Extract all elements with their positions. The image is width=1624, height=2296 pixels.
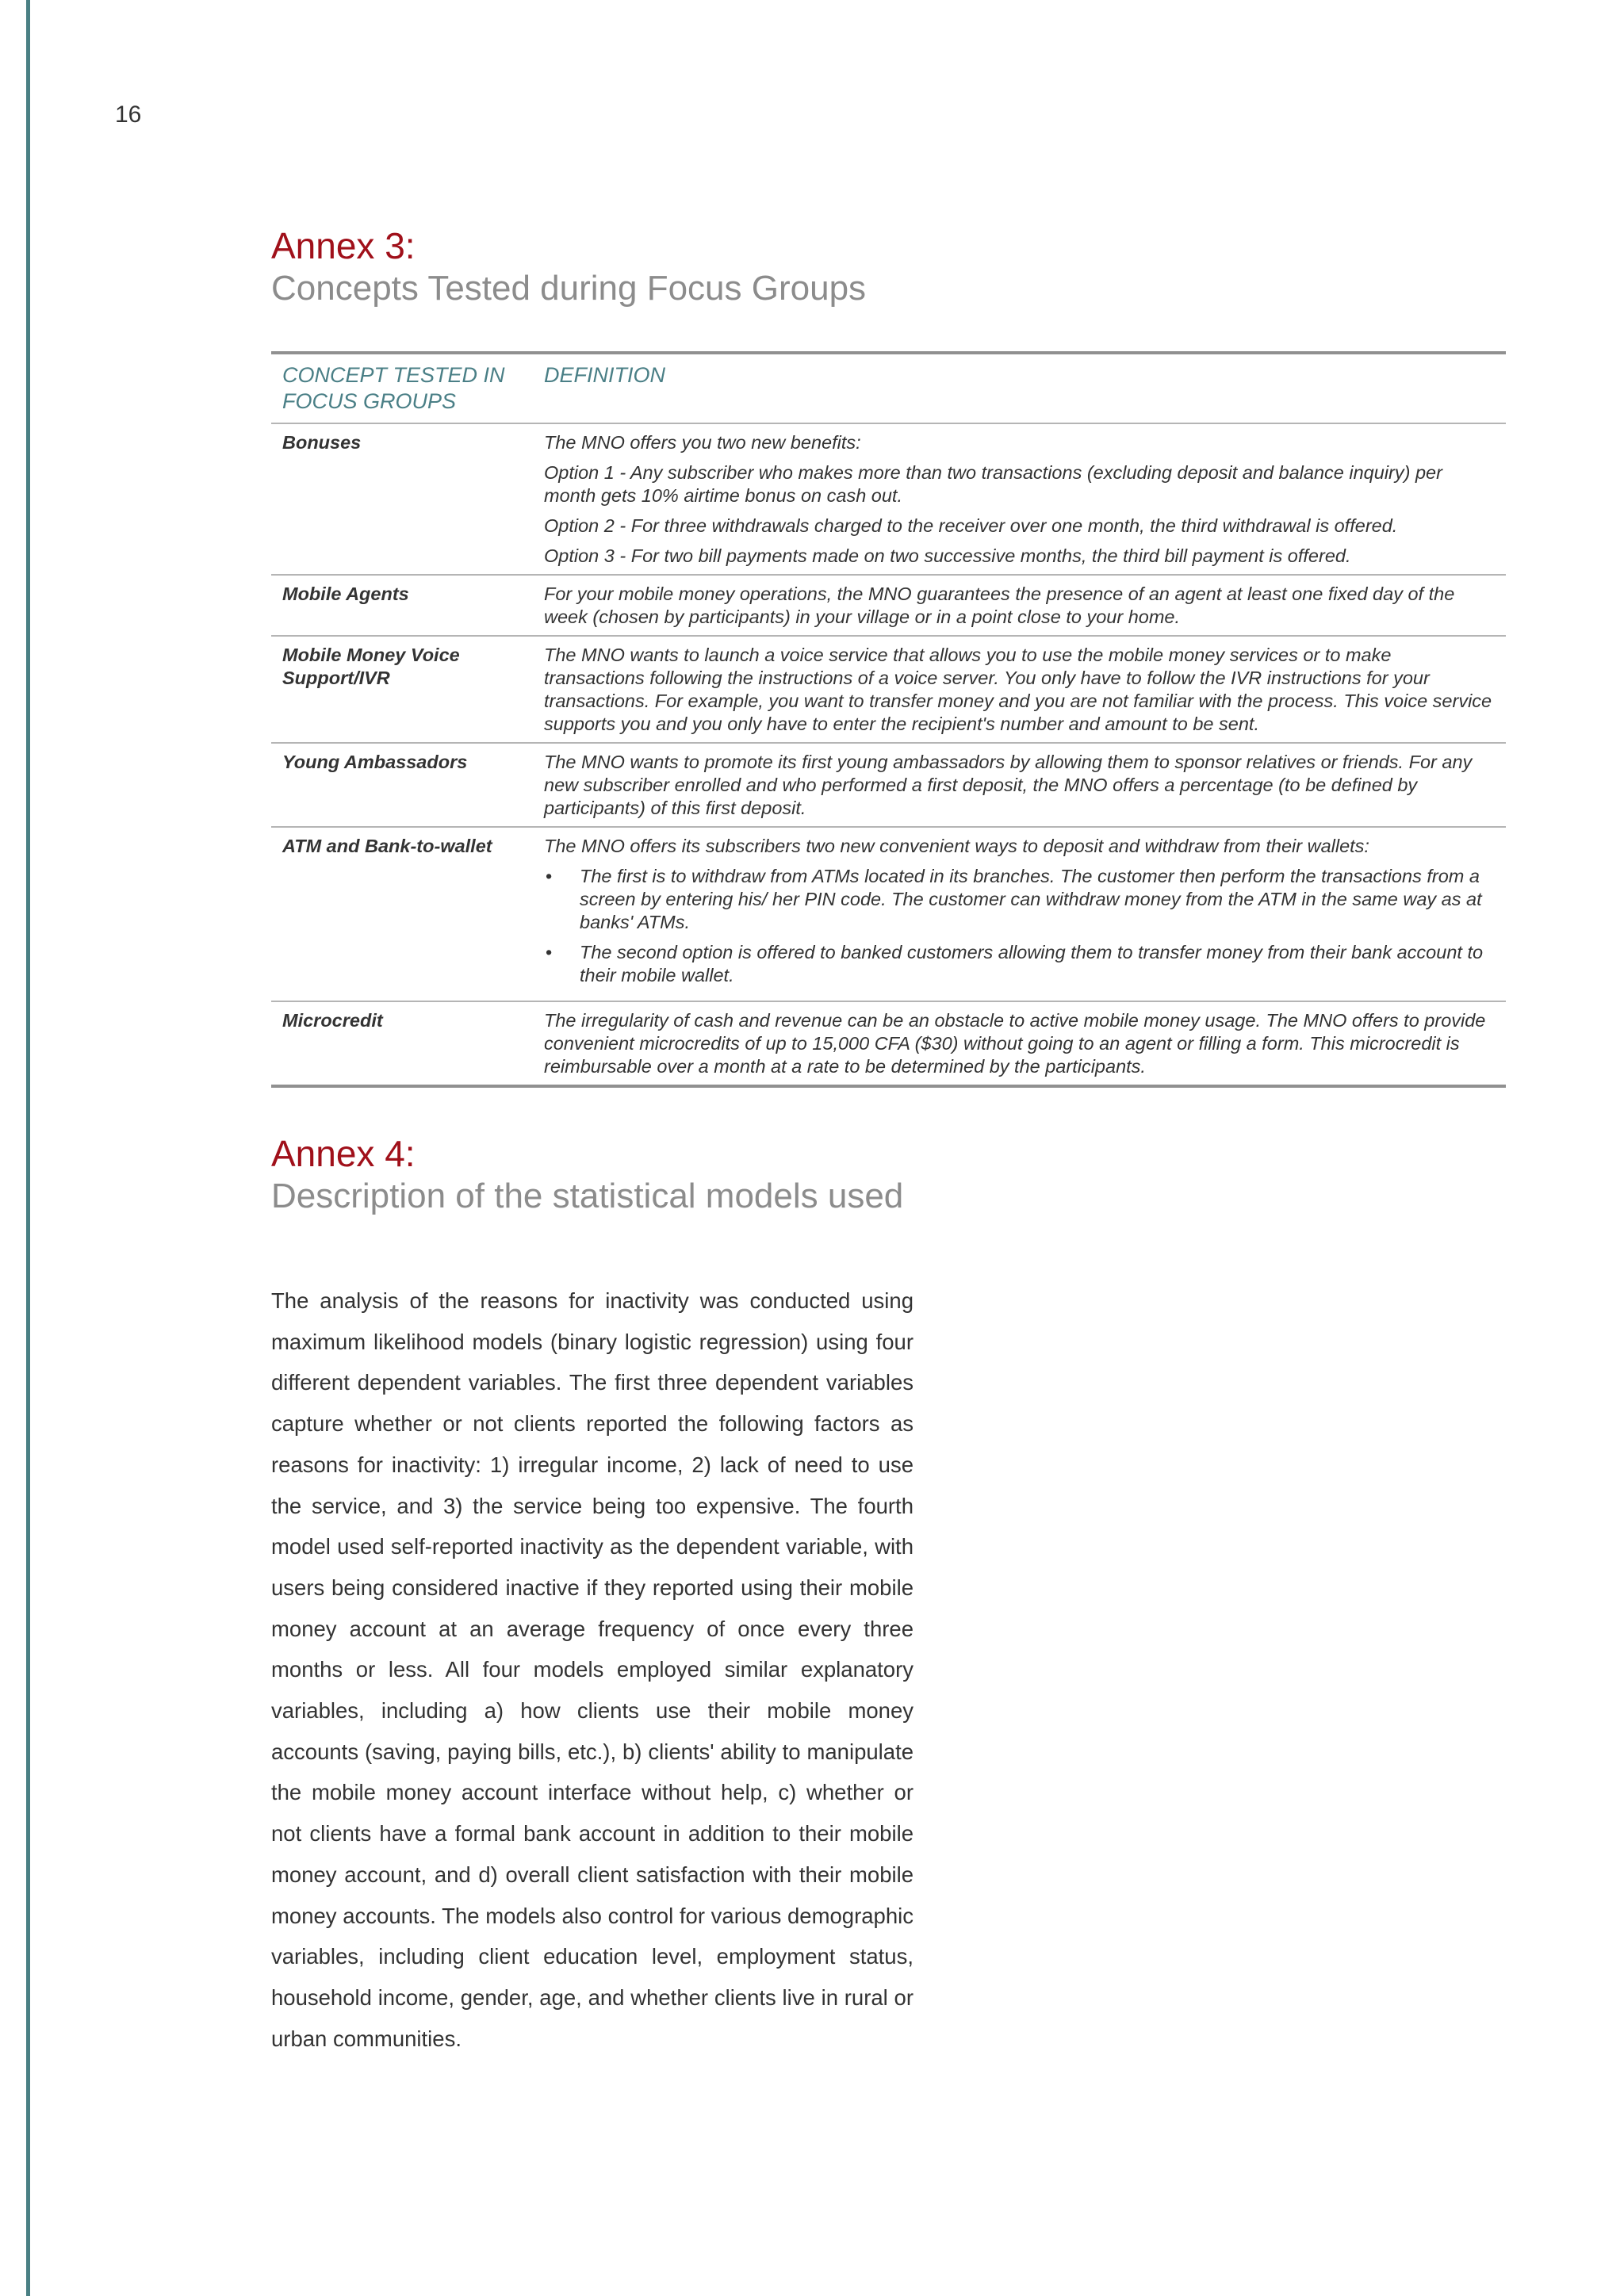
annex-4-body: The analysis of the reasons for inactivity was conducted using maximum likelihood models (binary logistic regression) using four different dependent variables. The first three dependent variables capture whether or not clients reported the following factors as reasons for inactivity: 1) irregular income, 2) lack of need to use the service, and 3) the service being too expensive. The fourth model used self-reported inactivity as the dependent variable, with users being considered inactive if they reported using their mobile money account at an average frequency of once every three months or less. All four models employed similar explanatory variables, including a) how clients use their mobile money accounts (saving, paying bills, etc.), b) clients' ability to manipulate the mobile money account interface without help, c) whether or not clients have a formal bank account in addition to their mobile money account, and d) overall client satisfaction with their mobile money accounts. The models also control for various demographic variables, including client education level, employment status, household income, gender, age, and whether clients live in rural or urban communities. — [271, 1288, 914, 2051]
definition-paragraph: The irregularity of cash and revenue can be an obstacle to active mobile money usage. The MNO offers to provide convenient microcredits of up to 15,000 CFA ($30) without going to an agent or filling a form. This microcredit is reimbursable over a month at a rate to be determined by the participants. — [544, 1010, 1486, 1077]
concept-definition — [533, 636, 1506, 743]
annex-4-title: Description of the statistical models used — [271, 1177, 904, 1215]
definition-paragraph: The MNO offers its subscribers two new convenient ways to deposit and withdraw from their wallets: — [544, 836, 1369, 856]
table-row — [271, 743, 1506, 827]
definition-paragraph: Option 3 - For two bill payments made on two successive months, the third bill payment is offered. — [544, 545, 1351, 566]
definition-bullet-list — [544, 865, 1495, 987]
table-row — [271, 1001, 1506, 1086]
definition-paragraph: Option 1 - Any subscriber who makes more than two transactions (excluding deposit and balance inquiry) per month gets 10% airtime bonus on cash out. — [544, 462, 1442, 506]
definition-paragraph: The MNO wants to promote its first young ambassadors by allowing them to sponsor relatives or friends. For any new subscriber enrolled and who performed a first deposit, the MNO offers a percentage (to be defined by participants) of this first deposit. — [544, 752, 1473, 818]
concept-name: Bonuses — [282, 432, 362, 453]
concept-name: Microcredit — [282, 1010, 383, 1031]
page-number: 16 — [115, 101, 142, 128]
table-row — [271, 827, 1506, 1001]
concept-name: Young Ambassadors — [282, 752, 468, 772]
page-left-rule — [26, 0, 30, 2296]
definition-paragraph: The MNO wants to launch a voice service that allows you to use the mobile money services or to make transactions following the instructions of a voice server. You only have to follow the IVR instructions for your transactions. For example, you want to transfer money and you are not familiar with the process. This voice service supports you and you only have to enter the recipient's number and amount to be sent. — [544, 645, 1492, 734]
table-header-row — [271, 353, 1506, 423]
concept-name: Mobile Money Voice Support/IVR — [282, 645, 460, 688]
concept-name: ATM and Bank-to-wallet — [282, 836, 492, 856]
annex-4-number: Annex 4: — [271, 1133, 416, 1174]
annex-3-number: Annex 3: — [271, 225, 416, 266]
concept-definition — [533, 1001, 1506, 1086]
concept-definition — [533, 575, 1506, 636]
table-row — [271, 423, 1506, 575]
definition-paragraph: The MNO offers you two new benefits: — [544, 432, 861, 453]
definition-paragraph: Option 2 - For three withdrawals charged to the receiver over one month, the third withdrawal is offered. — [544, 515, 1398, 536]
annex-3-heading — [271, 224, 866, 310]
concepts-table — [271, 351, 1506, 1088]
table-row — [271, 636, 1506, 743]
definition-paragraph: For your mobile money operations, the MNO guarantees the presence of an agent at least one fixed day of the week (chosen by participants) in your village or in a point close to your home. — [544, 584, 1455, 627]
header-concept: CONCEPT TESTED IN FOCUS GROUPS — [282, 363, 505, 413]
table-row — [271, 575, 1506, 636]
list-item: • The second option is offered to banked customers allowing them to transfer money from their bank account to their mobile wallet. — [580, 941, 1495, 987]
list-item: • The first is to withdraw from ATMs located in its branches. The customer then perform the transactions from a screen by entering his/ her PIN code. The customer can withdraw money from the ATM in the same way as at banks' ATMs. — [580, 865, 1495, 934]
concept-definition — [533, 423, 1506, 575]
header-definition: DEFINITION — [544, 363, 665, 387]
concept-definition — [533, 743, 1506, 827]
annex-3-title: Concepts Tested during Focus Groups — [271, 269, 867, 308]
concept-name: Mobile Agents — [282, 584, 409, 604]
concept-definition — [533, 827, 1506, 1001]
annex-4-heading — [271, 1132, 985, 1218]
